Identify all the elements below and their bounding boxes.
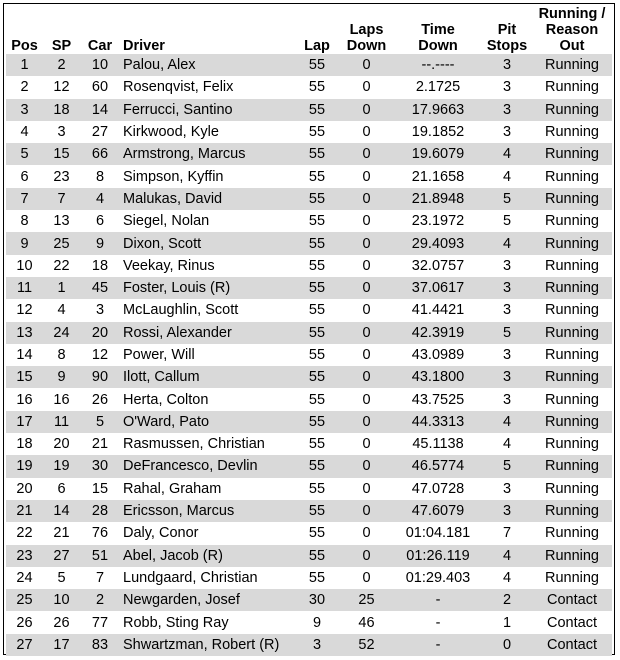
cell-pit-stops: 3 [482,277,532,299]
cell-sp: 12 [43,76,80,98]
cell-laps-down: 52 [339,634,394,656]
cell-status: Running [532,322,612,344]
cell-pit-stops: 3 [482,255,532,277]
cell-car: 27 [80,121,120,143]
cell-car: 14 [80,99,120,121]
cell-pos: 20 [6,478,43,500]
header-lap: Lap [304,38,330,54]
cell-driver: Ferrucci, Santino [120,99,295,121]
cell-driver: Herta, Colton [120,388,295,410]
cell-driver: Malukas, David [120,188,295,210]
cell-laps-down: 0 [339,567,394,589]
cell-laps-down: 0 [339,210,394,232]
cell-pit-stops: 3 [482,478,532,500]
cell-sp: 13 [43,210,80,232]
cell-pos: 18 [6,433,43,455]
table-row [6,567,612,589]
cell-pos: 15 [6,366,43,388]
cell-status: Running [532,255,612,277]
cell-status: Running [532,121,612,143]
cell-laps-down: 0 [339,99,394,121]
table-row [6,232,612,254]
table-row [6,299,612,321]
cell-pos: 7 [6,188,43,210]
cell-car: 28 [80,500,120,522]
header-laps-down: Laps Down [346,22,387,54]
cell-lap: 30 [295,589,339,611]
cell-sp: 16 [43,388,80,410]
cell-pos: 5 [6,143,43,165]
cell-pos: 12 [6,299,43,321]
cell-lap: 55 [295,545,339,567]
cell-pit-stops: 5 [482,322,532,344]
cell-driver: Simpson, Kyffin [120,165,295,187]
cell-driver: Armstrong, Marcus [120,143,295,165]
table-row [6,411,612,433]
cell-laps-down: 0 [339,478,394,500]
cell-laps-down: 0 [339,143,394,165]
cell-status: Running [532,545,612,567]
cell-time-down: - [394,634,482,656]
cell-sp: 10 [43,589,80,611]
cell-time-down: - [394,611,482,633]
cell-pit-stops: 5 [482,188,532,210]
cell-pit-stops: 2 [482,589,532,611]
table-row [6,634,612,656]
cell-car: 12 [80,344,120,366]
cell-driver: Rahal, Graham [120,478,295,500]
cell-laps-down: 0 [339,121,394,143]
cell-time-down: 43.0989 [394,344,482,366]
cell-status: Running [532,165,612,187]
cell-status: Running [532,411,612,433]
cell-time-down: 43.7525 [394,388,482,410]
cell-pos: 19 [6,455,43,477]
cell-laps-down: 0 [339,344,394,366]
table-row [6,255,612,277]
header-pos: Pos [11,38,38,54]
table-row [6,455,612,477]
cell-car: 4 [80,188,120,210]
cell-status: Running [532,76,612,98]
cell-pit-stops: 3 [482,366,532,388]
table-row [6,433,612,455]
cell-laps-down: 0 [339,188,394,210]
cell-sp: 3 [43,121,80,143]
cell-lap: 55 [295,522,339,544]
cell-pit-stops: 3 [482,299,532,321]
cell-time-down: 47.6079 [394,500,482,522]
cell-car: 5 [80,411,120,433]
cell-car: 20 [80,322,120,344]
cell-car: 21 [80,433,120,455]
header-driver: Driver [123,38,165,54]
cell-lap: 55 [295,255,339,277]
cell-time-down: 21.1658 [394,165,482,187]
cell-pit-stops: 3 [482,76,532,98]
cell-lap: 55 [295,121,339,143]
cell-status: Running [532,299,612,321]
cell-laps-down: 0 [339,500,394,522]
cell-pos: 14 [6,344,43,366]
cell-time-down: 19.1852 [394,121,482,143]
cell-driver: Veekay, Rinus [120,255,295,277]
cell-status: Running [532,567,612,589]
cell-time-down: 47.0728 [394,478,482,500]
cell-status: Running [532,500,612,522]
cell-laps-down: 0 [339,255,394,277]
cell-pit-stops: 3 [482,54,532,76]
cell-time-down: - [394,589,482,611]
cell-sp: 5 [43,567,80,589]
cell-time-down: 19.6079 [394,143,482,165]
cell-laps-down: 0 [339,322,394,344]
cell-time-down: 29.4093 [394,232,482,254]
cell-car: 9 [80,232,120,254]
table-row [6,76,612,98]
cell-pos: 23 [6,545,43,567]
table-header [6,6,612,54]
cell-time-down: 42.3919 [394,322,482,344]
cell-laps-down: 0 [339,522,394,544]
table-row [6,500,612,522]
cell-pit-stops: 3 [482,388,532,410]
header-car: Car [87,38,113,54]
cell-lap: 55 [295,388,339,410]
cell-pos: 16 [6,388,43,410]
table-body [6,54,612,656]
cell-status: Running [532,366,612,388]
cell-pit-stops: 3 [482,121,532,143]
cell-car: 60 [80,76,120,98]
cell-sp: 8 [43,344,80,366]
cell-time-down: 23.1972 [394,210,482,232]
cell-time-down: 41.4421 [394,299,482,321]
header-sp: SP [51,38,72,54]
cell-lap: 55 [295,455,339,477]
cell-pit-stops: 4 [482,545,532,567]
cell-driver: Rosenqvist, Felix [120,76,295,98]
cell-sp: 26 [43,611,80,633]
cell-lap: 55 [295,99,339,121]
cell-time-down: 01:26.119 [394,545,482,567]
table-row [6,54,612,76]
cell-status: Running [532,388,612,410]
cell-time-down: 43.1800 [394,366,482,388]
cell-pos: 26 [6,611,43,633]
cell-pos: 9 [6,232,43,254]
cell-car: 26 [80,388,120,410]
cell-pos: 6 [6,165,43,187]
cell-driver: Palou, Alex [120,54,295,76]
cell-time-down: 32.0757 [394,255,482,277]
table-row [6,322,612,344]
table-row [6,366,612,388]
cell-laps-down: 0 [339,455,394,477]
table-row [6,589,612,611]
cell-sp: 20 [43,433,80,455]
table-row [6,210,612,232]
cell-time-down: 46.5774 [394,455,482,477]
cell-car: 90 [80,366,120,388]
cell-driver: Robb, Sting Ray [120,611,295,633]
cell-status: Running [532,143,612,165]
cell-lap: 55 [295,232,339,254]
table-row [6,188,612,210]
cell-sp: 19 [43,455,80,477]
cell-sp: 2 [43,54,80,76]
cell-lap: 3 [295,634,339,656]
cell-pit-stops: 3 [482,99,532,121]
cell-pos: 17 [6,411,43,433]
cell-pit-stops: 5 [482,210,532,232]
cell-status: Contact [532,634,612,656]
cell-time-down: 2.1725 [394,76,482,98]
cell-driver: Power, Will [120,344,295,366]
header-pit-stops: Pit Stops [486,22,528,54]
cell-pit-stops: 4 [482,567,532,589]
cell-lap: 55 [295,478,339,500]
cell-pos: 24 [6,567,43,589]
cell-lap: 55 [295,411,339,433]
table-row [6,388,612,410]
cell-lap: 55 [295,567,339,589]
cell-driver: Ilott, Callum [120,366,295,388]
cell-pit-stops: 0 [482,634,532,656]
cell-laps-down: 0 [339,366,394,388]
cell-sp: 4 [43,299,80,321]
cell-pos: 22 [6,522,43,544]
cell-car: 15 [80,478,120,500]
cell-sp: 11 [43,411,80,433]
cell-laps-down: 0 [339,388,394,410]
cell-status: Running [532,99,612,121]
cell-driver: Shwartzman, Robert (R) [120,634,295,656]
cell-pos: 25 [6,589,43,611]
cell-time-down: 01:29.403 [394,567,482,589]
cell-driver: DeFrancesco, Devlin [120,455,295,477]
cell-car: 18 [80,255,120,277]
cell-driver: McLaughlin, Scott [120,299,295,321]
cell-lap: 55 [295,54,339,76]
cell-pit-stops: 1 [482,611,532,633]
cell-status: Running [532,210,612,232]
cell-lap: 55 [295,299,339,321]
table-row [6,165,612,187]
cell-status: Running [532,522,612,544]
cell-car: 45 [80,277,120,299]
cell-pos: 27 [6,634,43,656]
header-time-down: Time Down [418,22,458,54]
cell-pit-stops: 3 [482,500,532,522]
cell-pit-stops: 3 [482,344,532,366]
cell-time-down: 45.1138 [394,433,482,455]
cell-status: Running [532,478,612,500]
cell-pos: 8 [6,210,43,232]
cell-laps-down: 0 [339,232,394,254]
cell-sp: 27 [43,545,80,567]
cell-laps-down: 0 [339,277,394,299]
cell-car: 7 [80,567,120,589]
cell-pit-stops: 4 [482,411,532,433]
race-results-table [6,6,612,656]
cell-driver: Abel, Jacob (R) [120,545,295,567]
table-row [6,478,612,500]
cell-status: Running [532,455,612,477]
cell-pit-stops: 4 [482,433,532,455]
table-row [6,522,612,544]
cell-pit-stops: 4 [482,143,532,165]
cell-lap: 55 [295,322,339,344]
cell-lap: 55 [295,344,339,366]
cell-time-down: 44.3313 [394,411,482,433]
cell-car: 8 [80,165,120,187]
cell-laps-down: 0 [339,411,394,433]
cell-sp: 7 [43,188,80,210]
table-row [6,611,612,633]
cell-time-down: 21.8948 [394,188,482,210]
cell-driver: Rasmussen, Christian [120,433,295,455]
results-table-frame [3,3,615,655]
cell-sp: 14 [43,500,80,522]
cell-car: 83 [80,634,120,656]
cell-sp: 25 [43,232,80,254]
cell-status: Contact [532,589,612,611]
cell-laps-down: 0 [339,545,394,567]
cell-pit-stops: 4 [482,165,532,187]
cell-pos: 13 [6,322,43,344]
cell-driver: Foster, Louis (R) [120,277,295,299]
cell-car: 3 [80,299,120,321]
cell-driver: Lundgaard, Christian [120,567,295,589]
cell-status: Running [532,232,612,254]
cell-laps-down: 0 [339,299,394,321]
cell-pos: 1 [6,54,43,76]
cell-car: 10 [80,54,120,76]
cell-lap: 55 [295,143,339,165]
cell-status: Running [532,433,612,455]
table-row [6,121,612,143]
cell-driver: O'Ward, Pato [120,411,295,433]
cell-pit-stops: 5 [482,455,532,477]
cell-car: 66 [80,143,120,165]
cell-pos: 11 [6,277,43,299]
cell-driver: Newgarden, Josef [120,589,295,611]
cell-status: Running [532,54,612,76]
cell-car: 77 [80,611,120,633]
header-status: Running / Reason Out [538,6,606,54]
cell-sp: 18 [43,99,80,121]
cell-car: 6 [80,210,120,232]
cell-laps-down: 0 [339,165,394,187]
cell-lap: 55 [295,76,339,98]
table-row [6,344,612,366]
cell-sp: 1 [43,277,80,299]
cell-status: Running [532,344,612,366]
cell-laps-down: 46 [339,611,394,633]
cell-time-down: 37.0617 [394,277,482,299]
cell-lap: 55 [295,366,339,388]
cell-car: 30 [80,455,120,477]
cell-pos: 21 [6,500,43,522]
cell-pit-stops: 7 [482,522,532,544]
cell-laps-down: 0 [339,54,394,76]
cell-driver: Daly, Conor [120,522,295,544]
cell-sp: 9 [43,366,80,388]
cell-lap: 55 [295,277,339,299]
table-row [6,277,612,299]
cell-time-down: --.---- [394,54,482,76]
table-row [6,143,612,165]
cell-sp: 17 [43,634,80,656]
cell-pos: 3 [6,99,43,121]
cell-pos: 4 [6,121,43,143]
cell-time-down: 01:04.181 [394,522,482,544]
cell-laps-down: 0 [339,76,394,98]
cell-lap: 55 [295,433,339,455]
cell-driver: Rossi, Alexander [120,322,295,344]
cell-driver: Dixon, Scott [120,232,295,254]
cell-car: 76 [80,522,120,544]
cell-car: 2 [80,589,120,611]
cell-lap: 55 [295,165,339,187]
cell-lap: 55 [295,500,339,522]
cell-pit-stops: 4 [482,232,532,254]
cell-car: 51 [80,545,120,567]
cell-laps-down: 25 [339,589,394,611]
cell-lap: 9 [295,611,339,633]
cell-pos: 10 [6,255,43,277]
cell-status: Contact [532,611,612,633]
table-row [6,99,612,121]
cell-driver: Siegel, Nolan [120,210,295,232]
cell-pos: 2 [6,76,43,98]
cell-sp: 23 [43,165,80,187]
cell-sp: 15 [43,143,80,165]
cell-driver: Ericsson, Marcus [120,500,295,522]
cell-driver: Kirkwood, Kyle [120,121,295,143]
cell-lap: 55 [295,188,339,210]
cell-sp: 24 [43,322,80,344]
cell-status: Running [532,277,612,299]
cell-lap: 55 [295,210,339,232]
cell-status: Running [532,188,612,210]
cell-laps-down: 0 [339,433,394,455]
table-row [6,545,612,567]
cell-sp: 6 [43,478,80,500]
cell-sp: 22 [43,255,80,277]
cell-sp: 21 [43,522,80,544]
cell-time-down: 17.9663 [394,99,482,121]
